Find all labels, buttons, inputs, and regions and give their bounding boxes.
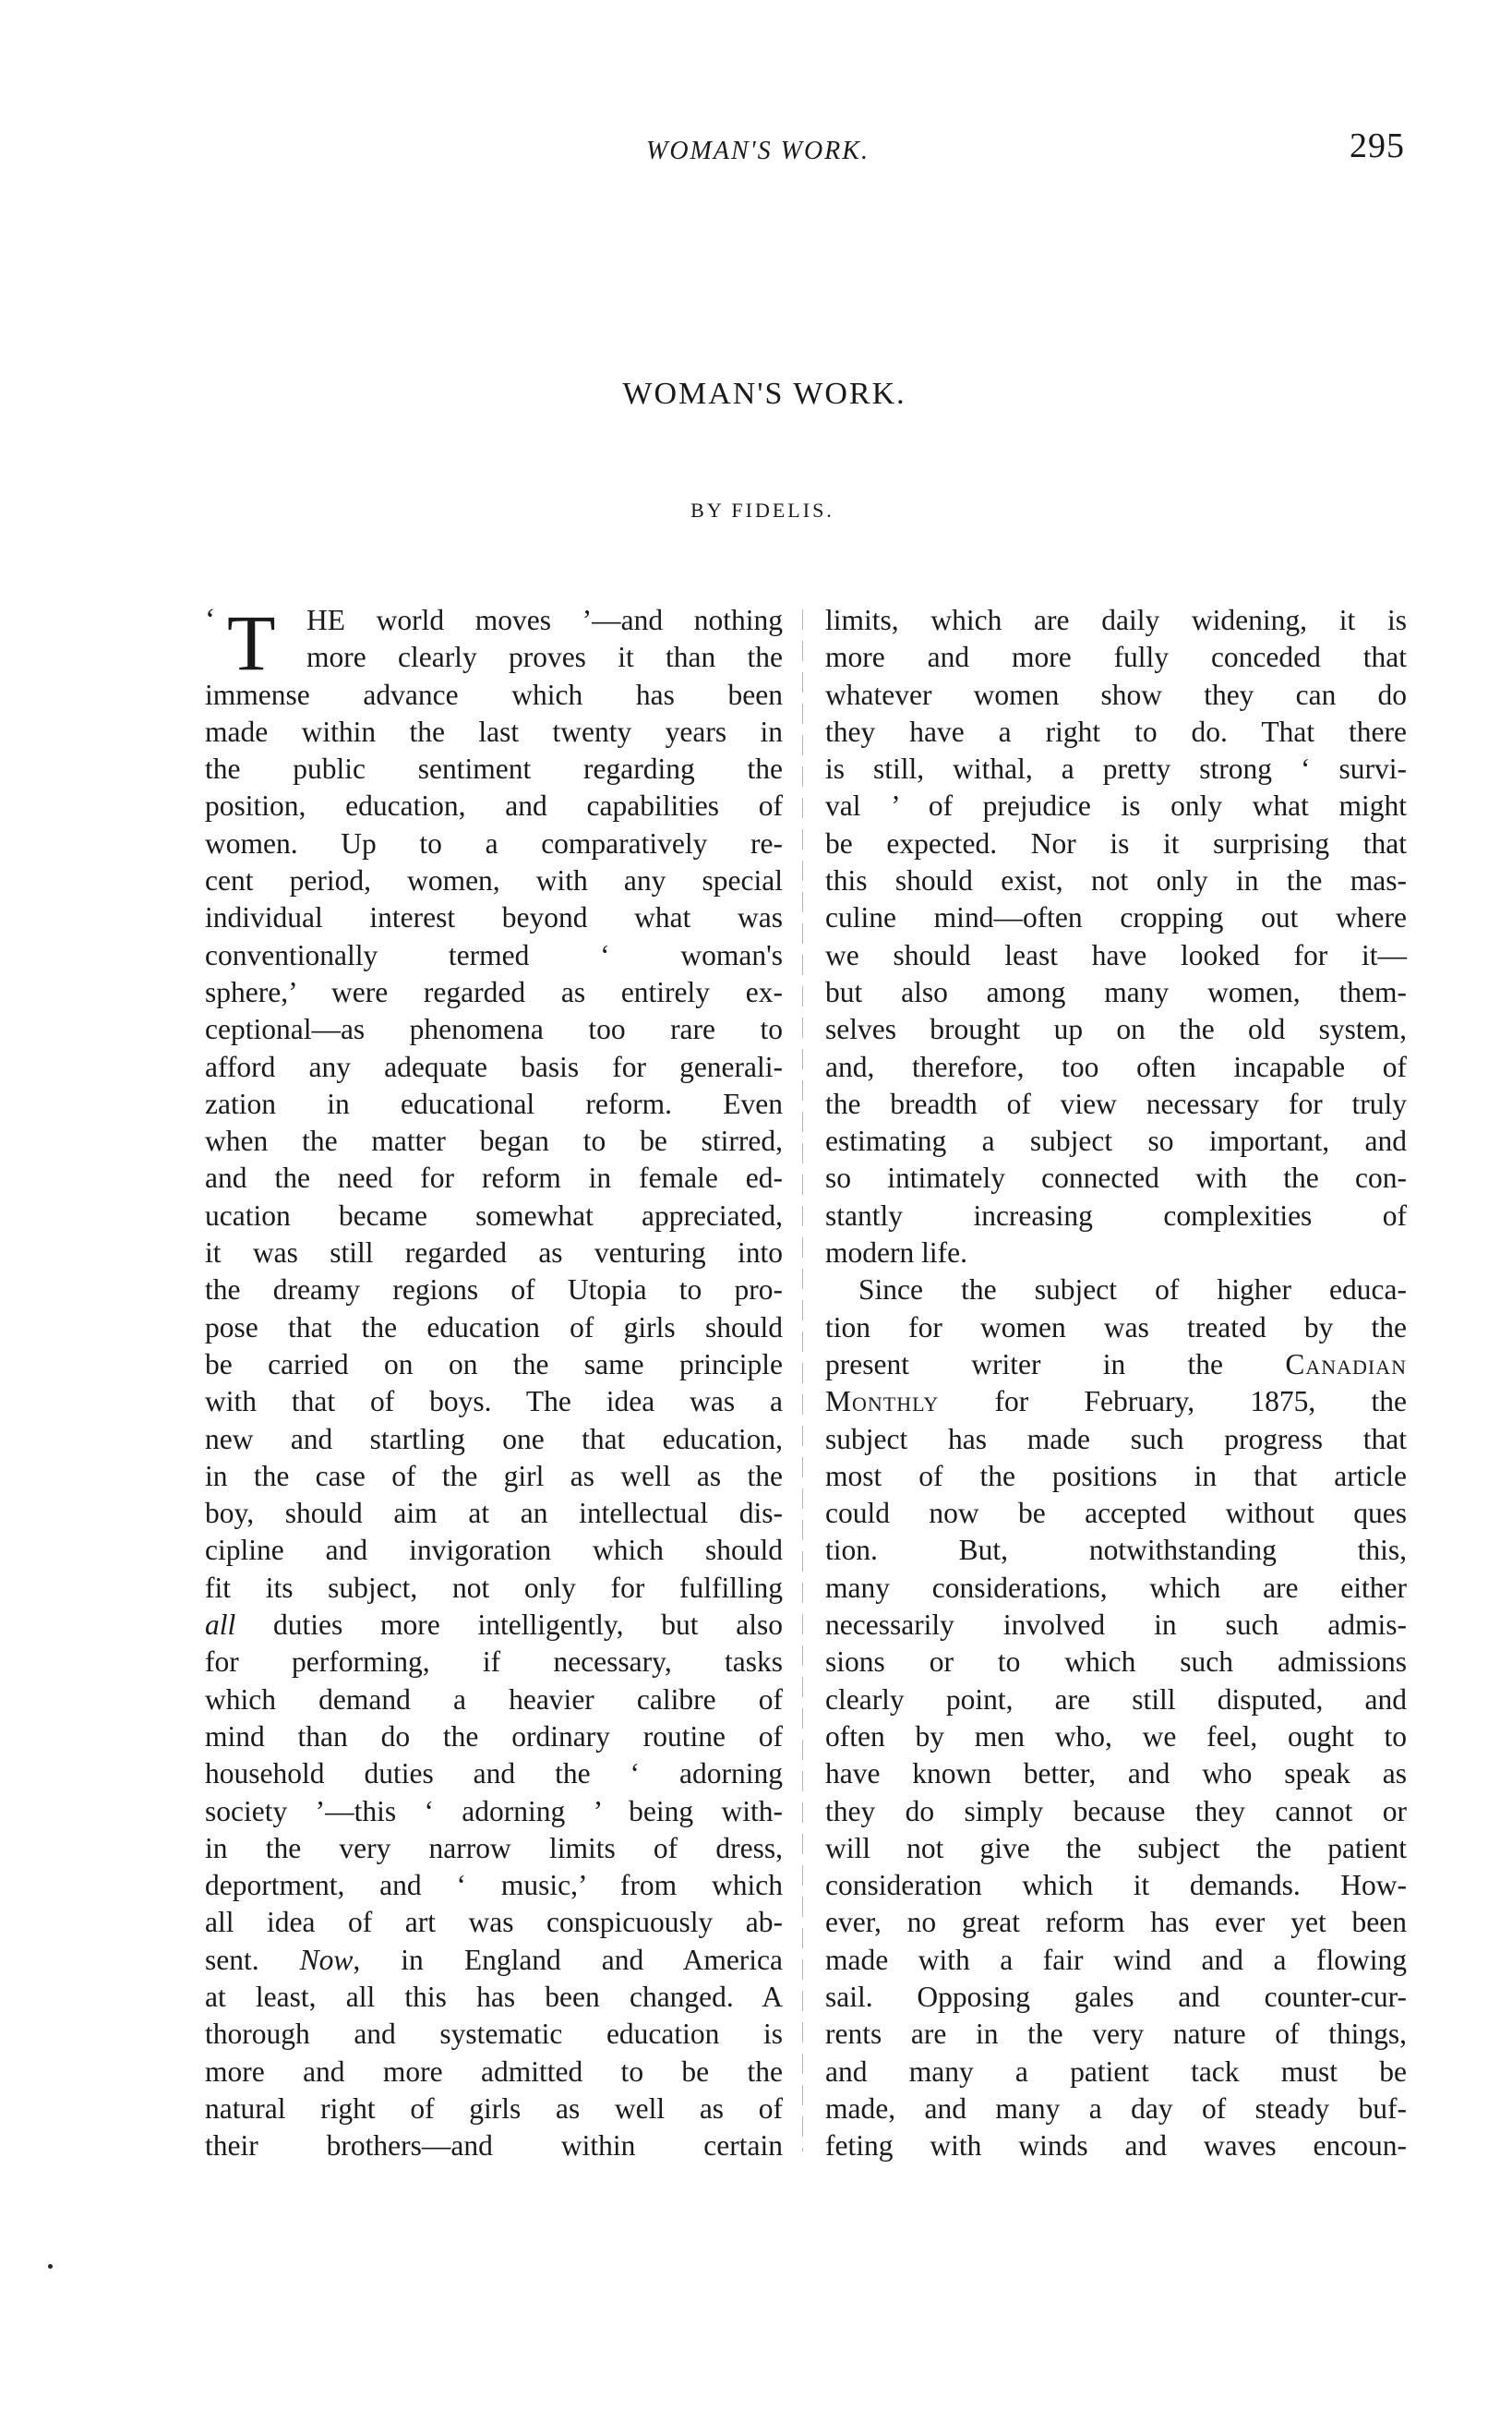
text-line: individual interest beyond what was xyxy=(205,901,783,934)
text-line: culine mind—often cropping out where xyxy=(825,901,1407,934)
text-line: afford any adequate basis for generali- xyxy=(205,1050,783,1083)
text-line: it was still regarded as venturing into xyxy=(205,1236,783,1270)
text-line: when the matter began to be stirred, xyxy=(205,1125,783,1158)
text-line: the public sentiment regarding the xyxy=(205,753,783,786)
text-line: they have a right to do. That there xyxy=(825,715,1407,748)
text-line xyxy=(825,1383,1407,1420)
text-line: HE world moves ’—and nothing xyxy=(306,604,783,636)
text-line: in the very narrow limits of dress, xyxy=(205,1831,783,1864)
text-line: ucation became somewhat appreciated, xyxy=(205,1199,783,1232)
article-title: WOMAN'S WORK. xyxy=(622,377,906,411)
text-line: sphere,’ were regarded as entirely ex- xyxy=(205,975,783,1008)
text-line: tion for women was treated by the xyxy=(825,1310,1407,1344)
text-line: fit its subject, not only for fulfilling xyxy=(205,1571,783,1604)
text-line: sent. Now, in England and America xyxy=(205,1943,784,1976)
text-line: consideration which it demands. How- xyxy=(825,1869,1407,1902)
text-line: selves brought up on the old system, xyxy=(825,1013,1407,1046)
text-line: the breadth of view necessary for truly xyxy=(825,1087,1407,1120)
text-line: sions or to which such admissions xyxy=(825,1645,1407,1679)
text-line: and, therefore, too often incapable of xyxy=(825,1050,1407,1083)
text-line: this should exist, not only in the mas- xyxy=(825,864,1407,898)
text-line: conventionally termed ‘ woman's xyxy=(205,938,783,971)
text-line: tion. But, notwithstanding this, xyxy=(825,1534,1407,1567)
text-line: we should least have looked for it— xyxy=(825,938,1407,971)
text-line: but also among many women, them- xyxy=(825,975,1407,1008)
text-line: with that of boys. The idea was a xyxy=(205,1385,783,1418)
text-line: household duties and the ‘ adorning xyxy=(205,1757,783,1790)
text-line: more and more fully conceded that xyxy=(825,641,1407,674)
text-line: whatever women show they can do xyxy=(825,678,1407,711)
text-line: have known better, and who speak as xyxy=(825,1757,1407,1790)
text-line: made within the last twenty years in xyxy=(205,715,783,748)
text-line: stantly increasing complexities of xyxy=(825,1199,1407,1232)
text-line: Since the subject of higher educa- xyxy=(858,1273,1407,1307)
text-line: for performing, if necessary, tasks xyxy=(205,1645,783,1679)
page-number: 295 xyxy=(1350,127,1405,165)
journal-name-part: Monthly xyxy=(825,1385,940,1418)
text-line: rents are in the very nature of things, xyxy=(825,2018,1407,2051)
text-line: is still, withal, a pretty strong ‘ survi- xyxy=(825,753,1407,786)
print-speck xyxy=(48,2264,53,2269)
byline: BY FIDELIS. xyxy=(690,499,834,522)
opening-quote: ‘ xyxy=(205,603,216,637)
text-line xyxy=(825,1346,1407,1383)
text-line: made with a fair wind and a flowing xyxy=(825,1943,1407,1976)
text-line: often by men who, we feel, ought to xyxy=(825,1719,1407,1753)
text-line: subject has made such progress that xyxy=(825,1422,1407,1455)
text-line: cipline and invigoration which should xyxy=(205,1534,783,1567)
text-line: natural right of girls as well as of xyxy=(205,2091,783,2125)
text-line: ceptional—as phenomena too rare to xyxy=(205,1013,783,1046)
right-column xyxy=(825,602,1407,2164)
text-line: mind than do the ordinary routine of xyxy=(205,1719,783,1753)
text-line: clearly point, are still disputed, and xyxy=(825,1682,1407,1716)
text-line: women. Up to a comparatively re- xyxy=(205,826,783,860)
right-column-lines-before xyxy=(825,602,1407,1271)
text-line: estimating a subject so important, and xyxy=(825,1125,1407,1158)
text-line: position, education, and capabilities of xyxy=(205,789,783,823)
left-column xyxy=(205,598,784,2164)
text-line: and the need for reform in female ed- xyxy=(205,1162,783,1195)
text-line: in the case of the girl as well as the xyxy=(205,1459,783,1492)
text-line: many considerations, which are either xyxy=(825,1571,1407,1604)
text-line: limits, which are daily widening, it is xyxy=(825,604,1407,636)
text-line: which demand a heavier calibre of xyxy=(205,1682,783,1716)
left-column-lines xyxy=(205,598,784,2164)
text-line: ever, no great reform has ever yet been xyxy=(825,1906,1407,1939)
text-line: so intimately connected with the con- xyxy=(825,1162,1407,1195)
text-line: be expected. Nor is it surprising that xyxy=(825,826,1407,860)
text-line: all duties more intelligently, but also xyxy=(205,1609,783,1642)
drop-cap: T xyxy=(227,598,276,687)
text-line: cent period, women, with any special xyxy=(205,864,783,898)
text-line: at least, all this has been changed. A xyxy=(205,1980,783,2013)
column-rule xyxy=(802,609,803,2151)
text-line: made, and many a day of steady buf- xyxy=(825,2091,1407,2125)
text-line: val ’ of prejudice is only what might xyxy=(825,789,1407,823)
text-line: zation in educational reform. Even xyxy=(205,1087,783,1120)
text-line: new and startling one that education, xyxy=(205,1422,783,1455)
text-line: necessarily involved in such admis- xyxy=(825,1609,1407,1642)
text-line: more clearly proves it than the xyxy=(306,641,783,674)
text-line: more and more admitted to be the xyxy=(205,2055,783,2088)
text-line: and many a patient tack must be xyxy=(825,2055,1407,2088)
text-line: feting with winds and waves encoun- xyxy=(825,2129,1407,2163)
text-line: immense advance which has been xyxy=(205,678,783,711)
running-head: WOMAN'S WORK. xyxy=(646,137,870,165)
text-line: their brothers—and within certain xyxy=(205,2129,783,2163)
text-line: sail. Opposing gales and counter-cur- xyxy=(825,1980,1407,2013)
text-line: all idea of art was conspicuously ab- xyxy=(205,1906,783,1939)
text-segment: present writer in the xyxy=(825,1347,1224,1380)
journal-name-part: Canadian xyxy=(1285,1347,1407,1380)
text-line: boy, should aim at an intellectual dis- xyxy=(205,1497,783,1530)
text-line: the dreamy regions of Utopia to pro- xyxy=(205,1273,783,1307)
text-segment: for February, 1875, the xyxy=(994,1385,1407,1418)
right-column-lines-after xyxy=(825,1421,1407,2165)
text-line: will not give the subject the patient xyxy=(825,1831,1407,1864)
text-line: most of the positions in that article xyxy=(825,1459,1407,1492)
text-line: be carried on on the same principle xyxy=(205,1347,783,1380)
text-line: deportment, and ‘ music,’ from which xyxy=(205,1869,783,1902)
text-line: modern life. xyxy=(825,1236,967,1270)
text-line: pose that the education of girls should xyxy=(205,1310,783,1344)
text-line: society ’—this ‘ adorning ’ being with- xyxy=(205,1794,783,1827)
text-line: they do simply because they cannot or xyxy=(825,1794,1407,1827)
text-line: could now be accepted without ques xyxy=(825,1497,1407,1530)
text-line: thorough and systematic education is xyxy=(205,2018,783,2051)
